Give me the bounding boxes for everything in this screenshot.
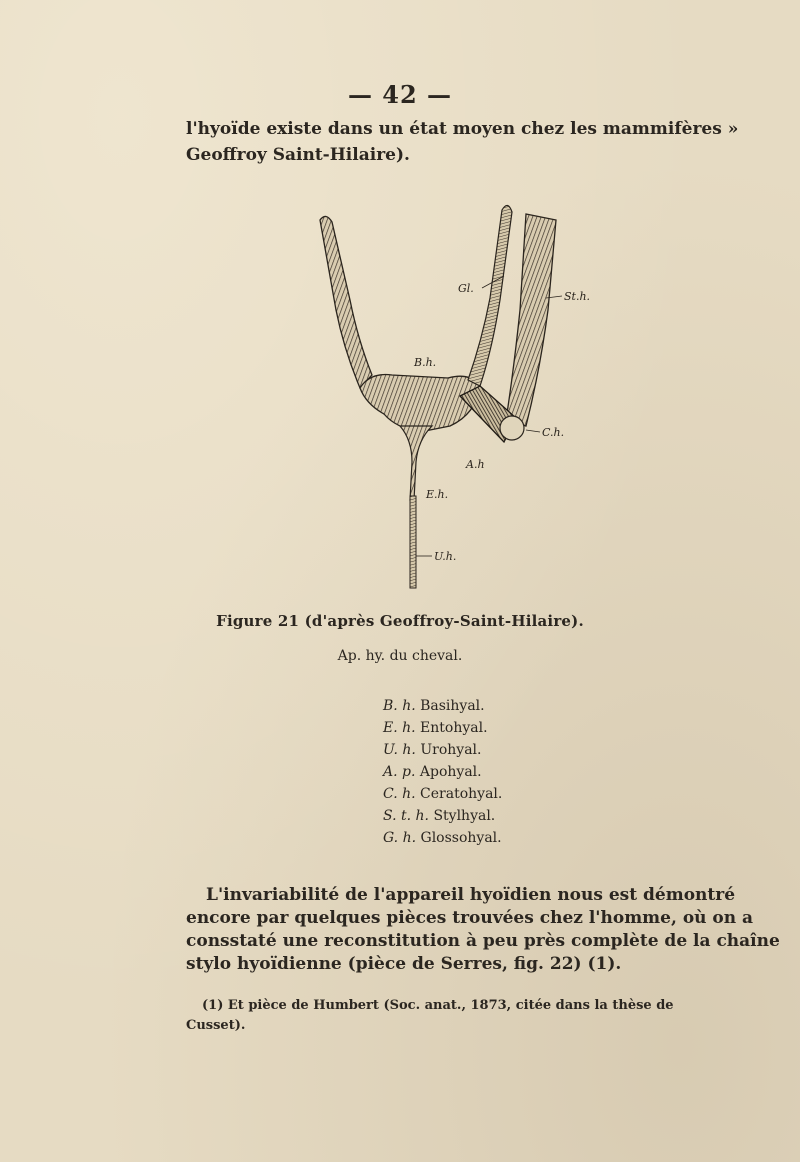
- label-ah: A.h: [466, 458, 485, 471]
- label-sth: St.h.: [564, 290, 591, 303]
- intro-line: l'hyoïde existe dans un état moyen chez les mammifères »: [186, 119, 739, 139]
- page-number: — 42 —: [347, 80, 453, 109]
- label-ch-right: C.h.: [542, 426, 565, 439]
- hyoid-illustration: [300, 200, 591, 600]
- footnote-line: Cusset).: [186, 1018, 246, 1033]
- figure-caption: Figure 21 (d'après Geoffroy-Saint-Hilaire).: [216, 612, 584, 630]
- basihyal: [360, 375, 480, 432]
- legend-item: S. t. h. Stylhyal.: [383, 808, 496, 824]
- legend-item: A. p. Apohyal.: [383, 764, 482, 780]
- legend-item: B. h. Basihyal.: [383, 698, 485, 714]
- hyoid-figure: [300, 200, 591, 600]
- legend-item: U. h. Urohyal.: [383, 742, 482, 758]
- label-bh: B.h.: [414, 356, 437, 369]
- body-line: encore par quelques pièces trouvées chez l'homme, où on a: [186, 908, 754, 928]
- urohyal-rod: [410, 496, 416, 588]
- legend-item: C. h. Ceratohyal.: [383, 786, 503, 802]
- left-horn: [320, 216, 372, 388]
- legend-item: E. h. Entohyal.: [383, 720, 488, 736]
- footnote-line: (1) Et pièce de Humbert (Soc. anat., 1873, citée dans la thèse de: [202, 998, 674, 1013]
- intro-line: Geoffroy Saint-Hilaire).: [186, 145, 410, 165]
- glossohyal-branch: [468, 205, 512, 386]
- body-line: consstaté une reconstitution à peu près complète de la chaîne: [186, 931, 780, 951]
- figure-legend: [383, 695, 583, 849]
- label-uh: U.h.: [434, 550, 457, 563]
- body-paragraph: [186, 884, 780, 976]
- intro-paragraph: [186, 116, 739, 168]
- body-line: L'invariabilité de l'appareil hyoïdien nous est démontré: [206, 885, 736, 905]
- legend-item: G. h. Glossohyal.: [383, 830, 502, 846]
- body-line: stylo hyoïdienne (pièce de Serres, fig. 22) (1).: [186, 954, 622, 974]
- label-gl: Gl.: [458, 282, 474, 295]
- label-eh: E.h.: [426, 488, 449, 501]
- stylhyal: [506, 214, 556, 426]
- footnote: [186, 996, 731, 1036]
- figure-subcaption: Ap. hy. du cheval.: [337, 648, 463, 664]
